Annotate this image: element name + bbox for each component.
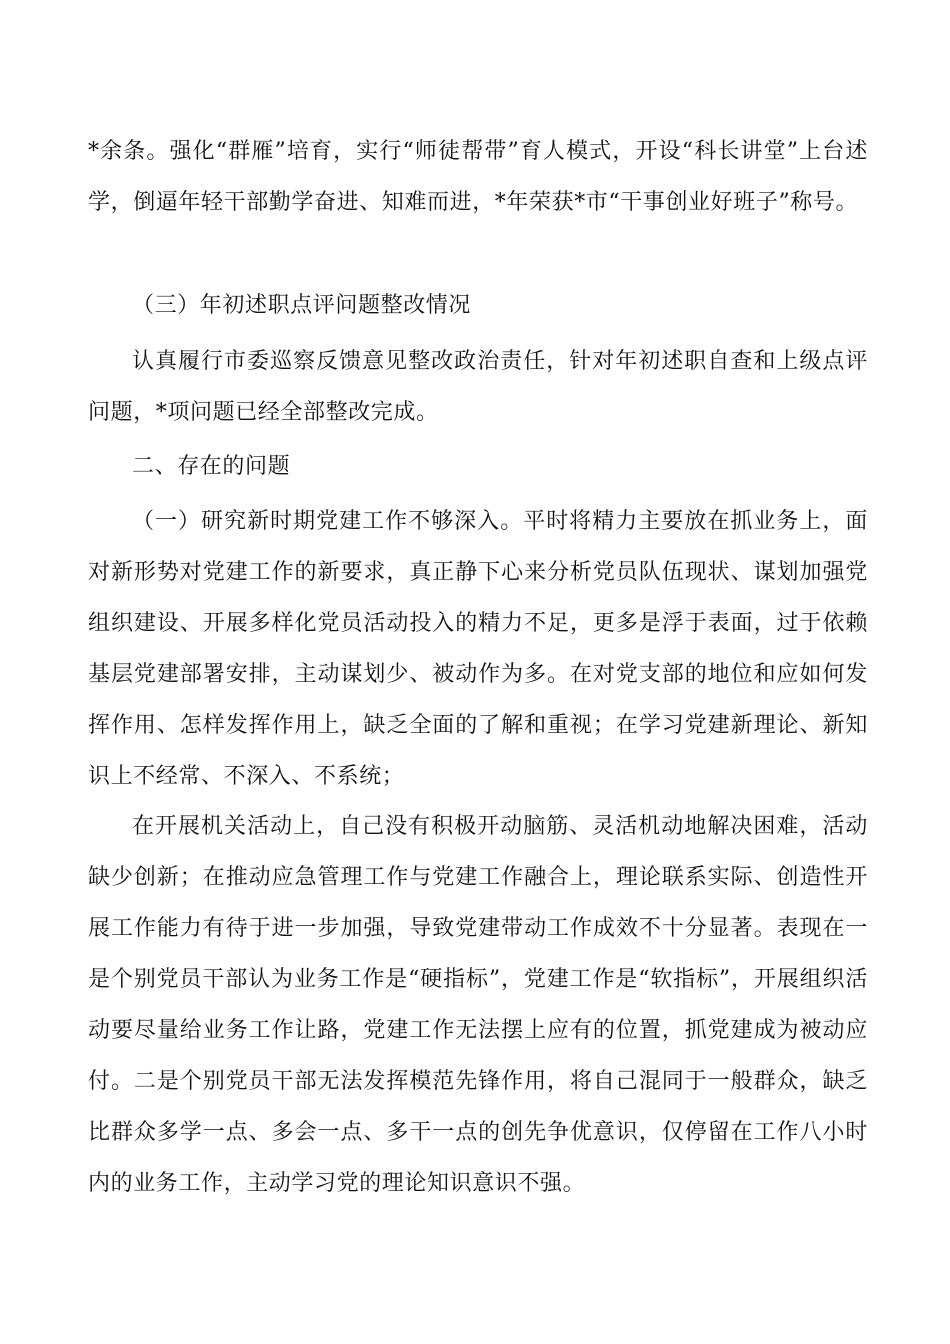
section-heading-rectification: （三）年初述职点评问题整改情况 — [132, 293, 472, 318]
paragraph-problem-one: （一）研究新时期党建工作不够深入。平时将精力主要放在抓业务上，面对新形势对党建工作的新要求，真正静下心来分析党员队伍现状、谋划加强党组织建设、开展多样化党员活动投入的精力不足，更多是浮于表面，过于依赖基层党建部署安排，主动谋划少、被动作为多。在对党支部的地位和应如何发挥作用、怎样发挥作用上，缺乏全面的了解和重视；在学习党建新理论、新知识上不经常、不深入、不系统； — [88, 509, 868, 789]
section-heading-problems: 二、存在的问题 — [132, 454, 291, 479]
paragraph-talent-training: *余条。强化“群雁”培育，实行“师徒帮带”育人模式，开设“科长讲堂”上台述学，倒逼年轻干部勤学奋进、知难而进，*年荣获*市“干事创业好班子”称号。 — [88, 139, 868, 215]
paragraph-problem-activities: 在开展机关活动上，自己没有积极开动脑筋、灵活机动地解决困难，活动缺少创新；在推动应急管理工作与党建工作融合上，理论联系实际、创造性开展工作能力有待于进一步加强，导致党建带动工作成效不十分显著。表现在一是个别党员干部认为业务工作是“硬指标”，党建工作是“软指标”，开展组织活动要尽量给业务工作让路，党建工作无法摆上应有的位置，抓党建成为被动应付。二是个别党员干部无法发挥模范先锋作用，将自己混同于一般群众，缺乏比群众多学一点、多会一点、多干一点的创先争优意识，仅停留在工作八小时内的业务工作，主动学习党的理论知识意识不强。 — [88, 814, 868, 1196]
paragraph-rectification: 认真履行市委巡察反馈意见整改政治责任，针对年初述职自查和上级点评问题，*项问题已经全部整改完成。 — [88, 349, 868, 425]
